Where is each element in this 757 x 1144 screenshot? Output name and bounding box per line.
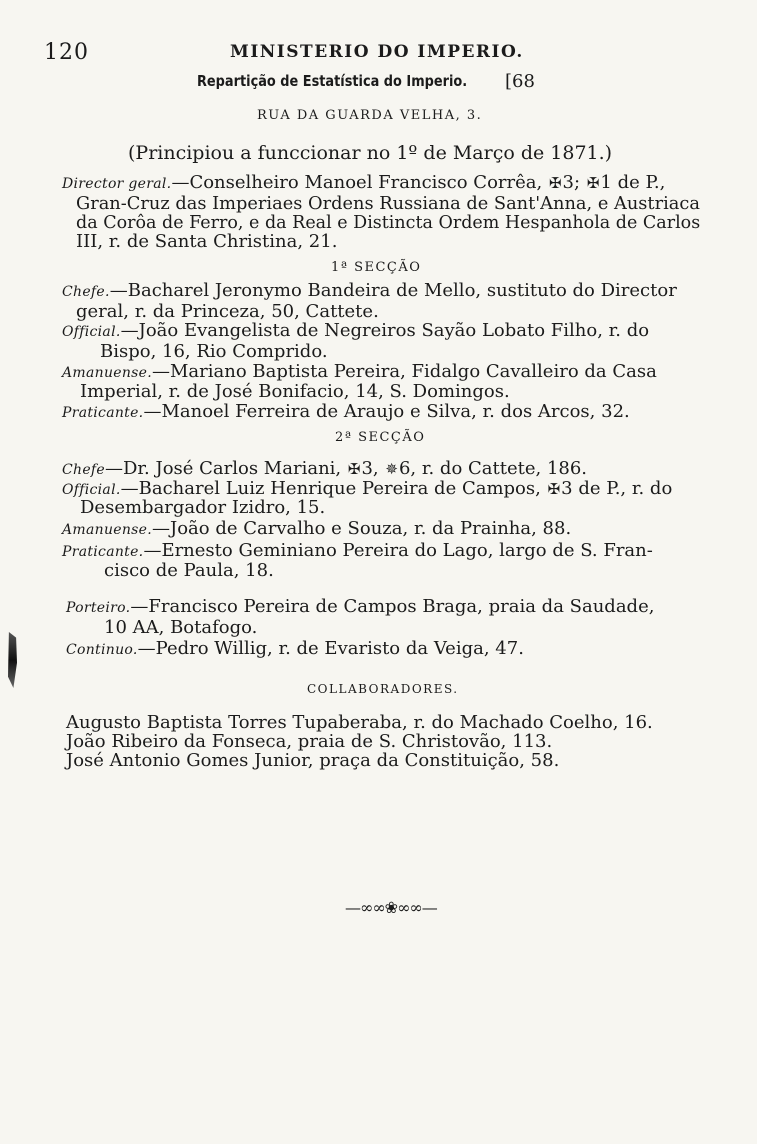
chefe-label: Chefe. xyxy=(62,284,110,300)
collaborador-item: José Antonio Gomes Junior, praça da Constituição, 58. xyxy=(66,750,560,771)
seccao-1-official-line-2: Bispo, 16, Rio Comprido. xyxy=(100,341,328,362)
seccao-2-official xyxy=(62,478,672,499)
porteiro-label: Porteiro. xyxy=(66,600,131,616)
page-edge-mark xyxy=(8,632,17,688)
order-star-icon: ✵ xyxy=(385,460,398,478)
official-label: Official. xyxy=(62,482,121,498)
collaboradores-heading: COLLABORADORES. xyxy=(307,682,459,696)
director-name: —Conselheiro Manoel Francisco Corrêa, xyxy=(171,172,543,193)
seccao-2-praticante-line-2: cisco de Paula, 18. xyxy=(104,560,274,581)
seccao-2-chefe xyxy=(62,458,587,479)
seccao-2-official-line-2: Desembargador Izidro, 15. xyxy=(80,497,326,518)
order-cross-icon: ✠ xyxy=(586,174,600,192)
praticante-label: Praticante. xyxy=(62,405,144,421)
seccao-2-heading: 2ª SECÇÃO xyxy=(335,430,426,445)
seccao-1-amanuense-line-2: Imperial, r. de José Bonifacio, 14, S. Domingos. xyxy=(80,381,510,402)
order-cross-icon: ✠ xyxy=(547,480,561,498)
praticante-name: —Ernesto Geminiano Pereira do Lago, largo de S. Fran- xyxy=(143,540,653,561)
seccao-1-amanuense xyxy=(62,361,657,382)
chefe-decoration-1: 3, xyxy=(361,458,379,479)
porteiro-entry xyxy=(66,596,654,617)
seccao-1-official xyxy=(62,320,649,341)
director-entry-line-1 xyxy=(62,172,665,193)
director-entry-line-4: III, r. de Santa Christina, 21. xyxy=(76,231,338,252)
seccao-1-chefe-line-2: geral, r. da Princeza, 50, Cattete. xyxy=(76,301,379,322)
section-address: RUA DA GUARDA VELHA, 3. xyxy=(257,108,483,123)
continuo-label: Continuo. xyxy=(66,642,138,658)
order-cross-icon: ✠ xyxy=(347,460,361,478)
seccao-2-amanuense xyxy=(62,518,571,539)
running-title: MINISTERIO DO IMPERIO. xyxy=(230,42,524,62)
official-name: —Bacharel Luiz Henrique Pereira de Campos, xyxy=(120,478,541,499)
official-decoration: 3 de P., r. do xyxy=(561,478,673,499)
continuo-name: —Pedro Willig, r. de Evaristo da Veiga, 47. xyxy=(137,638,524,659)
chefe-label: Chefe xyxy=(62,462,105,478)
section-title: Repartição de Estatística do Imperio. xyxy=(197,72,468,90)
amanuense-name: —Mariano Baptista Pereira, Fidalgo Cavalleiro da Casa xyxy=(152,361,657,382)
amanuense-label: Amanuense. xyxy=(62,522,152,538)
director-entry-line-3: da Corôa de Ferro, e da Real e Distincta Ordem Hespanhola de Carlos xyxy=(76,212,701,233)
official-name: —João Evangelista de Negreiros Sayão Lobato Filho, r. do xyxy=(120,320,650,341)
chefe-name: —Dr. José Carlos Mariani, xyxy=(104,458,342,479)
seccao-1-praticante xyxy=(62,401,630,422)
amanuense-name: —João de Carvalho e Souza, r. da Prainha, 88. xyxy=(152,518,572,539)
seccao-1-chefe xyxy=(62,280,677,301)
ornamental-divider: —∞∞❀∞∞— xyxy=(345,898,437,917)
chefe-name: —Bacharel Jeronymo Bandeira de Mello, sustituto do Director xyxy=(109,280,677,301)
director-decoration-1: 3; xyxy=(562,172,581,193)
collaborador-item: João Ribeiro da Fonseca, praia de S. Christovão, 113. xyxy=(66,731,553,752)
section-number: [68 xyxy=(505,71,535,92)
section-note: (Principiou a funccionar no 1º de Março de 1871.) xyxy=(128,142,613,164)
page-number: 120 xyxy=(44,40,89,65)
collaborador-item: Augusto Baptista Torres Tupaberaba, r. do Machado Coelho, 16. xyxy=(66,712,653,733)
director-entry-line-2: Gran-Cruz das Imperiaes Ordens Russiana de Sant'Anna, e Austriaca xyxy=(76,193,700,214)
director-label: Director geral. xyxy=(62,176,172,192)
director-decoration-2: 1 de P., xyxy=(600,172,666,193)
continuo-entry xyxy=(66,638,524,659)
porteiro-name: —Francisco Pereira de Campos Braga, praia da Saudade, xyxy=(130,596,655,617)
seccao-1-heading: 1ª SECÇÃO xyxy=(331,260,422,275)
official-label: Official. xyxy=(62,324,121,340)
porteiro-entry-line-2: 10 AA, Botafogo. xyxy=(104,617,258,638)
praticante-label: Praticante. xyxy=(62,544,144,560)
praticante-name: —Manoel Ferreira de Araujo e Silva, r. dos Arcos, 32. xyxy=(143,401,630,422)
order-cross-icon: ✠ xyxy=(548,174,562,192)
amanuense-label: Amanuense. xyxy=(62,365,152,381)
seccao-2-praticante xyxy=(62,540,653,561)
chefe-address: 6, r. do Cattete, 186. xyxy=(398,458,588,479)
